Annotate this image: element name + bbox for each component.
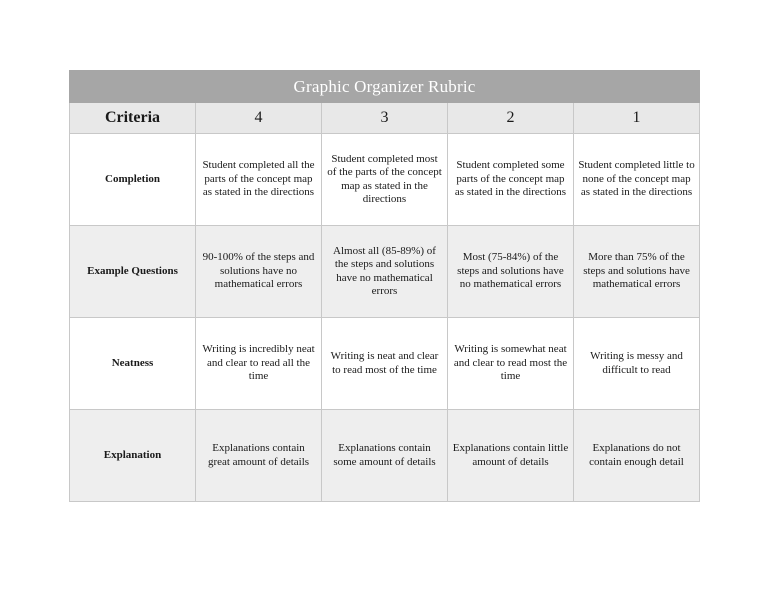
table-row [70,226,700,318]
column-header-score-4: 4 [196,103,322,134]
criteria-cell: Completion [70,134,196,226]
rubric-cell: Explanations contain great amount of details [196,410,322,502]
rubric-cell: Most (75-84%) of the steps and solutions have no mathematical errors [448,226,574,318]
rubric-cell: More than 75% of the steps and solutions have mathematical errors [574,226,700,318]
rubric-cell: Writing is messy and difficult to read [574,318,700,410]
rubric-table [69,70,700,502]
column-header-score-1: 1 [574,103,700,134]
column-header-criteria: Criteria [70,103,196,134]
criteria-cell: Example Questions [70,226,196,318]
rubric-title: Graphic Organizer Rubric [70,71,700,103]
column-header-score-3: 3 [322,103,448,134]
table-row [70,410,700,502]
rubric-cell: Writing is incredibly neat and clear to read all the time [196,318,322,410]
rubric-cell: Writing is somewhat neat and clear to read most the time [448,318,574,410]
rubric-cell: Explanations contain little amount of details [448,410,574,502]
title-row [70,71,700,103]
rubric-cell: Student completed little to none of the concept map as stated in the directions [574,134,700,226]
table-row [70,134,700,226]
header-row [70,103,700,134]
rubric-cell: Student completed most of the parts of the concept map as stated in the directions [322,134,448,226]
rubric-cell: Writing is neat and clear to read most of the time [322,318,448,410]
table-row [70,318,700,410]
rubric-cell: 90-100% of the steps and solutions have no mathematical errors [196,226,322,318]
rubric-cell: Almost all (85-89%) of the steps and solutions have no mathematical errors [322,226,448,318]
column-header-score-2: 2 [448,103,574,134]
rubric-cell: Student completed some parts of the concept map as stated in the directions [448,134,574,226]
criteria-cell: Neatness [70,318,196,410]
rubric-cell: Explanations contain some amount of details [322,410,448,502]
rubric-cell: Explanations do not contain enough detail [574,410,700,502]
criteria-cell: Explanation [70,410,196,502]
rubric-cell: Student completed all the parts of the concept map as stated in the directions [196,134,322,226]
